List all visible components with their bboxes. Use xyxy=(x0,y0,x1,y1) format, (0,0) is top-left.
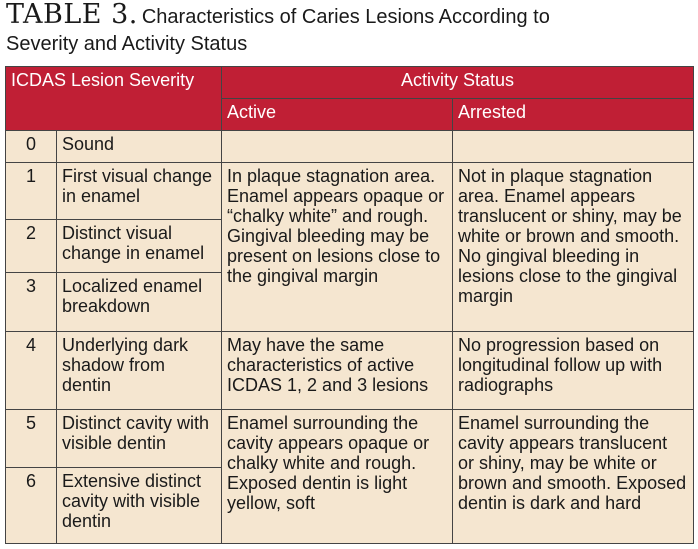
row-code: 6 xyxy=(6,467,57,543)
row-name: Underlying dark shadow from dentin xyxy=(57,331,222,409)
row-name: Extensive distinct cavity with visible dentin xyxy=(57,467,222,543)
table-row xyxy=(6,409,694,467)
header-active: Active xyxy=(222,99,453,131)
header-arrested: Arrested xyxy=(453,99,694,131)
row-name: Sound xyxy=(57,131,222,163)
active-group-3: Enamel surrounding the cavity appears opaque or chalky white and rough. Exposed dentin is light yellow, soft xyxy=(222,409,453,543)
active-group-2: May have the same characteristics of active ICDAS 1, 2 and 3 lesions xyxy=(222,331,453,409)
caries-table xyxy=(5,66,694,544)
arrested-group-2: No progression based on longitudinal follow up with radiographs xyxy=(453,331,694,409)
header-row-1 xyxy=(6,67,694,99)
row-code: 1 xyxy=(6,163,57,220)
table-row xyxy=(6,331,694,409)
header-activity-status: Activity Status xyxy=(222,67,694,99)
active-group-1: In plaque stagnation area. Enamel appears opaque or “chalky white” and rough. Gingival bleeding may be present on lesions close to the gingival margin xyxy=(222,163,453,331)
table-title xyxy=(6,2,696,56)
row-code: 4 xyxy=(6,331,57,409)
arrested-group-3: Enamel surrounding the cavity appears translucent or shiny, may be white or brown and smooth. Exposed dentin is dark and hard xyxy=(453,409,694,543)
row-name: Distinct visual change in enamel xyxy=(57,220,222,273)
table-caption-line2: Severity and Activity Status xyxy=(6,33,248,55)
table-label: TABLE 3. xyxy=(6,0,138,30)
arrested-group-1: Not in plaque stagnation area. Enamel appears translucent or shiny, may be white or brown and smooth. No gingival bleeding in lesions close to the gingival margin xyxy=(453,163,694,331)
empty-cell xyxy=(453,131,694,163)
row-code: 0 xyxy=(6,131,57,163)
row-name: Distinct cavity with visible dentin xyxy=(57,409,222,467)
row-code: 2 xyxy=(6,220,57,273)
row-code: 3 xyxy=(6,273,57,331)
row-name: Localized enamel breakdown xyxy=(57,273,222,331)
table-caption-line1: Characteristics of Caries Lesions According to xyxy=(141,6,550,28)
row-name: First visual change in enamel xyxy=(57,163,222,220)
header-severity: ICDAS Lesion Severity xyxy=(6,67,222,131)
row-code: 5 xyxy=(6,409,57,467)
empty-cell xyxy=(222,131,453,163)
table-row xyxy=(6,131,694,163)
table-row xyxy=(6,163,694,220)
